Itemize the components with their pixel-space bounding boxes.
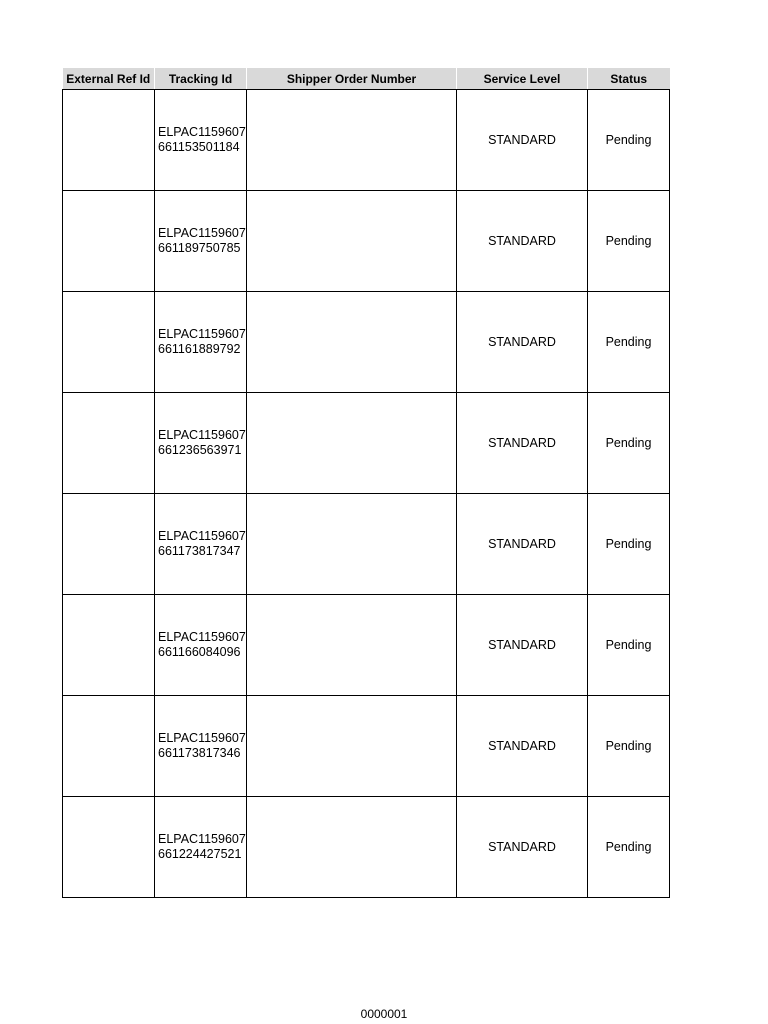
tracking-id-line-1: ELPAC1159607: [158, 832, 246, 846]
cell-external-ref-id: [63, 292, 155, 393]
cell-service-level: STANDARD: [457, 393, 588, 494]
cell-status: Pending: [588, 393, 670, 494]
tracking-id-line-2: 661224427521: [158, 847, 242, 861]
table-body: [63, 90, 670, 898]
cell-status: Pending: [588, 696, 670, 797]
table-row: [63, 90, 670, 191]
table-row: [63, 191, 670, 292]
tracking-id-line-2: 661173817346: [158, 746, 241, 760]
column-header-shipper-order-number: Shipper Order Number: [247, 68, 457, 90]
shipment-sheet: [62, 68, 669, 898]
table-header: [63, 68, 670, 90]
cell-external-ref-id: [63, 90, 155, 191]
cell-external-ref-id: [63, 595, 155, 696]
cell-status: Pending: [588, 797, 670, 898]
shipment-table: [62, 68, 670, 898]
cell-shipper-order-number: [247, 494, 457, 595]
tracking-id-line-2: 661161889792: [158, 342, 241, 356]
cell-tracking-id: [155, 90, 247, 191]
cell-external-ref-id: [63, 191, 155, 292]
tracking-id-line-1: ELPAC1159607: [158, 529, 246, 543]
table-row: [63, 696, 670, 797]
tracking-id-line-1: ELPAC1159607: [158, 630, 246, 644]
cell-external-ref-id: [63, 494, 155, 595]
tracking-id-line-1: ELPAC1159607: [158, 428, 246, 442]
tracking-id-line-1: ELPAC1159607: [158, 125, 246, 139]
cell-service-level: STANDARD: [457, 797, 588, 898]
cell-shipper-order-number: [247, 393, 457, 494]
page-number: 0000001: [360, 1007, 408, 1021]
cell-tracking-id: [155, 797, 247, 898]
cell-service-level: STANDARD: [457, 292, 588, 393]
cell-shipper-order-number: [247, 292, 457, 393]
tracking-id-line-2: 661153501184: [158, 140, 240, 154]
cell-service-level: STANDARD: [457, 696, 588, 797]
cell-tracking-id: [155, 595, 247, 696]
tracking-id-line-2: 661173817347: [158, 544, 241, 558]
cell-tracking-id: [155, 393, 247, 494]
table-row: [63, 494, 670, 595]
tracking-id-line-2: 661236563971: [158, 443, 242, 457]
cell-status: Pending: [588, 90, 670, 191]
cell-shipper-order-number: [247, 90, 457, 191]
cell-service-level: STANDARD: [457, 191, 588, 292]
table-row: [63, 292, 670, 393]
cell-shipper-order-number: [247, 797, 457, 898]
cell-external-ref-id: [63, 696, 155, 797]
cell-tracking-id: [155, 494, 247, 595]
cell-tracking-id: [155, 292, 247, 393]
column-header-service-level: Service Level: [457, 68, 588, 90]
cell-tracking-id: [155, 696, 247, 797]
cell-shipper-order-number: [247, 191, 457, 292]
header-row: [63, 68, 670, 90]
cell-status: Pending: [588, 595, 670, 696]
tracking-id-line-1: ELPAC1159607: [158, 327, 246, 341]
column-header-status: Status: [588, 68, 670, 90]
cell-tracking-id: [155, 191, 247, 292]
column-header-external-ref-id: External Ref Id: [63, 68, 155, 90]
cell-service-level: STANDARD: [457, 90, 588, 191]
cell-status: Pending: [588, 494, 670, 595]
cell-status: Pending: [588, 191, 670, 292]
cell-external-ref-id: [63, 393, 155, 494]
table-row: [63, 595, 670, 696]
table-row: [63, 797, 670, 898]
cell-external-ref-id: [63, 797, 155, 898]
tracking-id-line-1: ELPAC1159607: [158, 731, 246, 745]
cell-shipper-order-number: [247, 696, 457, 797]
table-row: [63, 393, 670, 494]
tracking-id-line-1: ELPAC1159607: [158, 226, 246, 240]
tracking-id-line-2: 661189750785: [158, 241, 241, 255]
cell-service-level: STANDARD: [457, 595, 588, 696]
cell-service-level: STANDARD: [457, 494, 588, 595]
cell-status: Pending: [588, 292, 670, 393]
tracking-id-line-2: 661166084096: [158, 645, 241, 659]
cell-shipper-order-number: [247, 595, 457, 696]
column-header-tracking-id: Tracking Id: [155, 68, 247, 90]
